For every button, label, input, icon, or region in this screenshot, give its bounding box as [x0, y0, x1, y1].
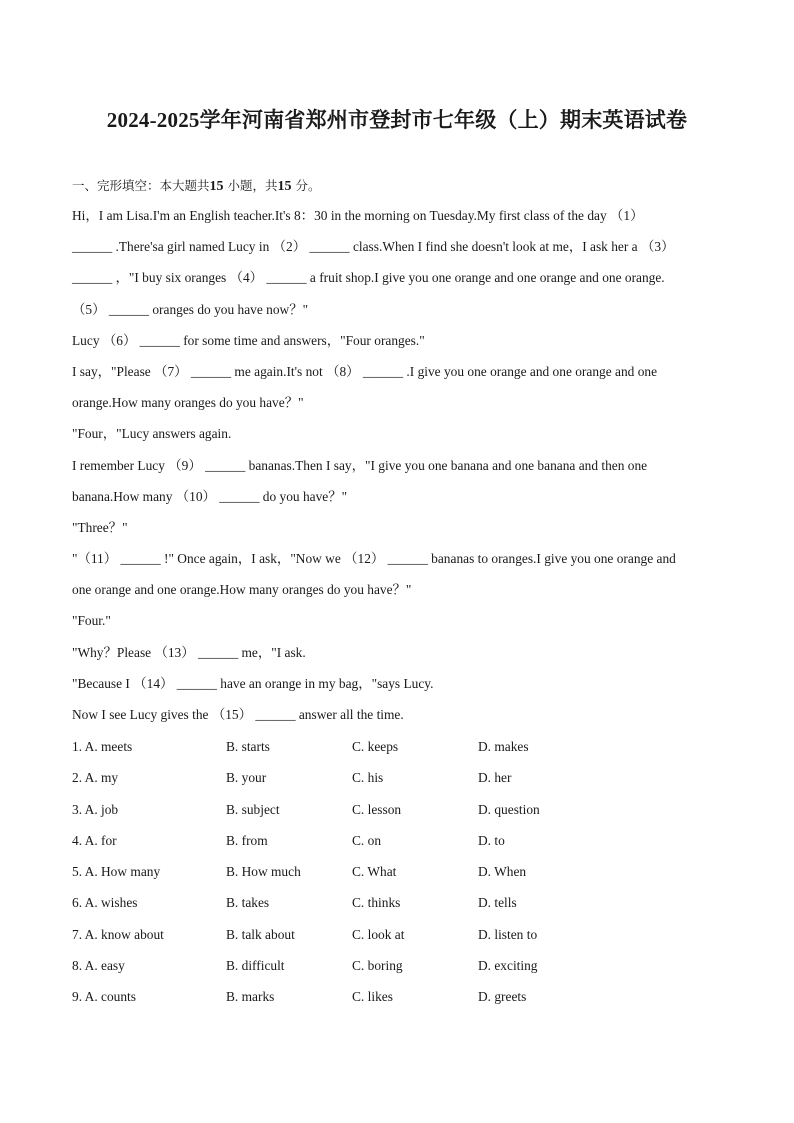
option-d: D. greets: [478, 989, 527, 1005]
passage-line: "Three？": [72, 519, 128, 535]
option-b: B. from: [226, 832, 268, 848]
option-b: B. How much: [226, 864, 301, 880]
option-b: B. your: [226, 770, 267, 786]
question-count: 15: [209, 179, 224, 194]
option-c: C. keeps: [352, 739, 399, 754]
passage-line: （5） ______ oranges do you have now？": [72, 301, 309, 317]
option-b: B. talk about: [226, 926, 295, 942]
option-c: C. look at: [352, 926, 405, 942]
option-d: D. listen to: [478, 926, 538, 942]
option-a: 5. A. How many: [72, 864, 161, 880]
cloze-passage: [72, 204, 732, 734]
passage-line: I remember Lucy （9） ______ bananas.Then I say，"I give you one banana and one banana and then one: [72, 457, 648, 473]
option-c: C. boring: [352, 958, 403, 974]
passage-line: one orange and one orange.How many oranges do you have？": [72, 582, 412, 598]
option-b: B. subject: [226, 801, 280, 817]
option-c: C. his: [352, 770, 384, 786]
option-d: D. question: [478, 801, 540, 817]
option-a: 4. A. for: [72, 832, 117, 848]
option-c: C. What: [352, 864, 397, 880]
option-d: D. tells: [478, 895, 517, 911]
option-d: D. to: [478, 832, 505, 848]
passage-line: "Four，"Lucy answers again.: [72, 426, 232, 442]
passage-line: banana.How many （10） ______ do you have？": [72, 488, 348, 504]
option-a: 1. A. meets: [72, 739, 133, 754]
option-row: [72, 766, 672, 797]
page-title: 2024-2025学年河南省郑州市登封市七年级（上）期末英语试卷: [106, 108, 688, 132]
option-row: [72, 735, 672, 766]
option-row: [72, 954, 672, 985]
passage-line: "（11） ______ !" Once again，I ask，"Now we （12） ______ bananas to oranges.I give you one orange and: [72, 551, 676, 567]
option-d: D. When: [478, 864, 527, 880]
option-b: B. difficult: [226, 958, 285, 974]
option-b: B. starts: [226, 739, 270, 754]
option-b: B. marks: [226, 989, 275, 1005]
option-a: 7. A. know about: [72, 926, 164, 942]
option-a: 8. A. easy: [72, 958, 125, 974]
option-row: [72, 891, 672, 922]
passage-line: orange.How many oranges do you have？": [72, 395, 304, 411]
option-c: C. thinks: [352, 895, 401, 911]
total-score: 15: [277, 179, 292, 194]
option-row: [72, 829, 672, 860]
answer-options: [72, 735, 672, 1017]
passage-line: "Because I （14） ______ have an orange in my bag，"says Lucy.: [72, 675, 434, 691]
section-mid: 小题，共: [227, 178, 278, 193]
passage-line: Lucy （6） ______ for some time and answers，"Four oranges.": [72, 332, 425, 348]
option-a: 3. A. job: [72, 801, 119, 817]
option-row: [72, 985, 672, 1016]
option-b: B. takes: [226, 895, 270, 911]
option-c: C. lesson: [352, 801, 402, 817]
option-c: C. likes: [352, 989, 393, 1005]
passage-line: "Why？Please （13） ______ me，"I ask.: [72, 644, 306, 660]
passage-line: ______ ，"I buy six oranges （4） ______ a fruit shop.I give you one orange and one orange and one orange.: [72, 270, 665, 286]
passage-line: I say，"Please （7） ______ me again.It's not （8） ______ .I give you one orange and one orange and one: [72, 363, 658, 379]
option-d: D. her: [478, 770, 512, 786]
option-c: C. on: [352, 832, 382, 848]
option-a: 9. A. counts: [72, 989, 136, 1005]
option-a: 2. A. my: [72, 770, 119, 786]
option-row: [72, 923, 672, 954]
option-d: D. makes: [478, 739, 529, 754]
passage-line: "Four.": [72, 613, 111, 629]
option-row: [72, 798, 672, 829]
option-row: [72, 860, 672, 891]
passage-line: Now I see Lucy gives the （15） ______ answer all the time.: [72, 707, 404, 722]
option-d: D. exciting: [478, 958, 538, 974]
option-a: 6. A. wishes: [72, 895, 138, 911]
section-prefix: 一、完形填空：本大题共: [72, 178, 210, 193]
passage-line: Hi，I am Lisa.I'm an English teacher.It's 8：30 in the morning on Tuesday.My first class of the day （1）: [72, 208, 644, 223]
section-suffix: 分。: [295, 178, 321, 193]
section-heading: [72, 176, 321, 195]
passage-line: ______ .There'sa girl named Lucy in （2） ______ class.When I find she doesn't look at me，I ask her a （3）: [72, 239, 675, 255]
